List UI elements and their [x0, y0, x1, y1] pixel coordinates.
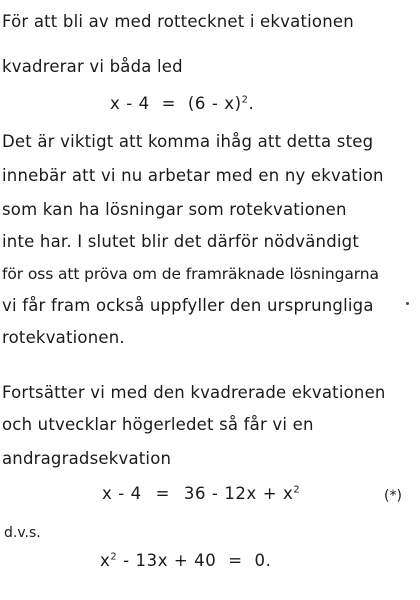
equation-3-rhs: 0 [254, 551, 266, 570]
equation-1-period: . [248, 94, 255, 113]
equation-2-lhs: x - 4 [102, 484, 142, 503]
paragraph1-line-2: kvadrerar vi båda led [2, 57, 183, 76]
paragraph2-line-5: för oss att pröva om de framräknade lösningarna [2, 265, 379, 283]
paragraph2-line-4: inte har. I slutet blir det därför nödvändigt [2, 232, 359, 251]
paragraph1-line-1: För att bli av med rottecknet i ekvationen [2, 12, 354, 31]
equation-1-equals: = [161, 94, 177, 113]
equation-3-terms: - 13x + 40 [117, 551, 217, 570]
paragraph3-line-1: Fortsätter vi med den kvadrerade ekvationen [2, 383, 386, 402]
equation-1 [110, 94, 254, 114]
equation-3 [100, 551, 272, 571]
equation-3-equals: = [228, 551, 243, 570]
paragraph2-line-2: innebär att vi nu arbetar med en ny ekvation [2, 166, 384, 185]
stray-ink-dot [406, 302, 409, 305]
equation-2 [102, 484, 300, 504]
equation-2-label: (*) [384, 488, 402, 504]
equation-2-rhs: 36 - 12x + x [183, 484, 294, 503]
equation-3-exponent: 2 [110, 551, 118, 563]
paragraph2-line-6: vi får fram också uppfyller den ursprungliga [2, 296, 374, 315]
equation-1-rhs: (6 - x) [187, 94, 242, 113]
equation-2-equals: = [155, 484, 171, 503]
equation-1-exponent: 2 [241, 94, 249, 106]
equation-3-period: . [265, 551, 272, 570]
paragraph3-line-2: och utvecklar högerledet så får vi en [2, 415, 314, 434]
paragraph3-line-3: andragradsekvation [2, 449, 172, 468]
paragraph2-line-1: Det är viktigt att komma ihåg att detta steg [2, 132, 374, 151]
paragraph2-line-3: som kan ha lösningar som rotekvationen [2, 200, 347, 219]
paragraph2-line-7: rotekvationen. [2, 328, 125, 347]
connector-text: d.v.s. [4, 525, 41, 541]
equation-1-lhs: x - 4 [110, 94, 150, 113]
equation-3-variable: x [100, 551, 111, 570]
equation-2-exponent: 2 [293, 484, 301, 496]
